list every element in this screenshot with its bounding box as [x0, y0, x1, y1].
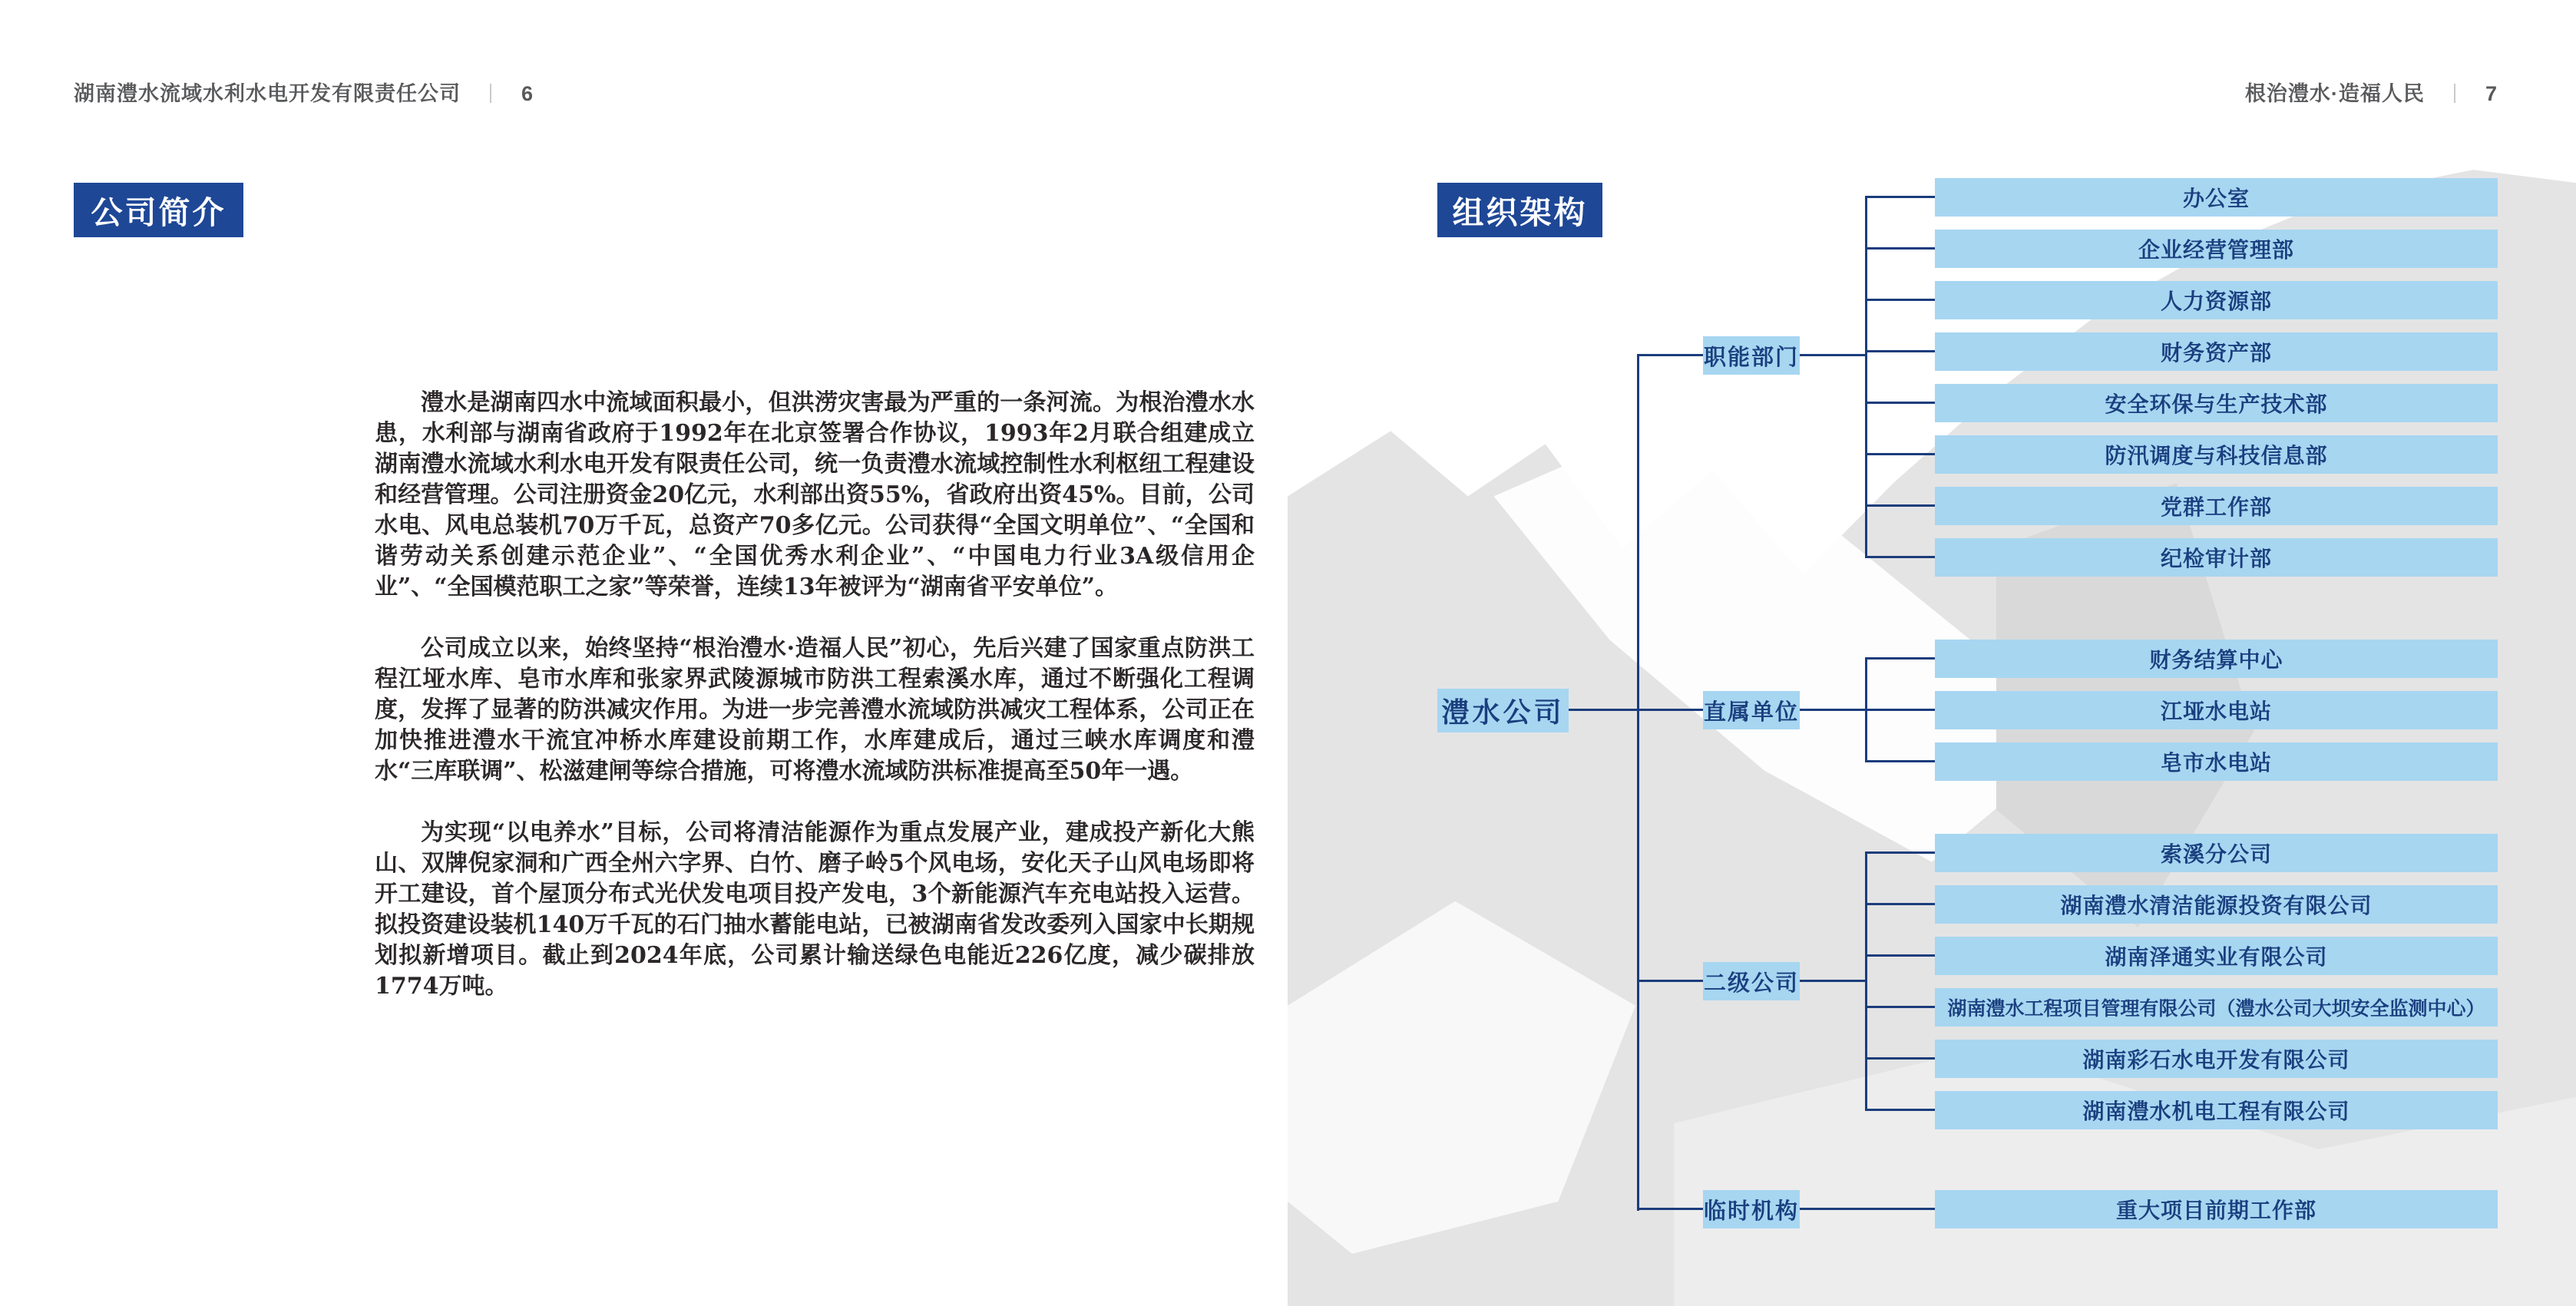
- connector-branch: [1800, 980, 1867, 982]
- header-divider: ｜: [2445, 84, 2465, 105]
- org-node-temp-office: 重大项目前期工作部: [1935, 1190, 2498, 1228]
- org-node-company: 湖南泽通实业有限公司: [1935, 937, 2498, 975]
- org-node-dept: 人力资源部: [1935, 281, 2498, 319]
- connector-branch: [1800, 709, 1867, 711]
- org-node-dept: 纪检审计部: [1935, 538, 2498, 577]
- org-node-company: 湖南澧水机电工程有限公司: [1935, 1091, 2498, 1129]
- org-node-dept: 办公室: [1935, 178, 2498, 217]
- org-node-dept: 防汛调度与科技信息部: [1935, 435, 2498, 474]
- org-node-company: 湖南彩石水电开发有限公司: [1935, 1040, 2498, 1078]
- connector-leaf: [1865, 1057, 1935, 1060]
- section-title-company-intro: 公司简介: [74, 183, 243, 237]
- org-node-root: 澧水公司: [1437, 689, 1569, 732]
- connector-branch: [1800, 1208, 1935, 1210]
- org-node-company: 索溪分公司: [1935, 834, 2498, 872]
- org-node-category-functional-departments: 职能部门: [1703, 336, 1800, 375]
- connector-leaf: [1865, 1109, 1935, 1111]
- org-node-dept: 安全环保与生产技术部: [1935, 384, 2498, 422]
- connector-branch: [1637, 1208, 1703, 1210]
- connector-branch: [1800, 354, 1867, 356]
- connector-leaf: [1865, 453, 1935, 455]
- company-name: 湖南澧水流域水利水电开发有限责任公司: [74, 82, 461, 105]
- org-node-unit: 皂市水电站: [1935, 742, 2498, 781]
- connector-leaf: [1865, 299, 1935, 301]
- connector-leaf: [1865, 760, 1935, 762]
- org-node-dept: 财务资产部: [1935, 332, 2498, 371]
- connector-leaf: [1865, 402, 1935, 404]
- org-node-unit: 财务结算中心: [1935, 640, 2498, 678]
- section-title-org-structure: 组织架构: [1437, 183, 1602, 237]
- connector-leaf: [1865, 903, 1935, 905]
- org-node-dept: 党群工作部: [1935, 487, 2498, 525]
- org-node-dept: 企业经营管理部: [1935, 230, 2498, 268]
- connector-branch: [1637, 354, 1703, 356]
- connector-main-trunk: [1637, 354, 1639, 1211]
- connector-leaf: [1865, 709, 1935, 711]
- connector-leaf: [1865, 851, 1935, 854]
- left-page-number: 6: [521, 82, 534, 105]
- connector-leaf: [1865, 1006, 1935, 1008]
- org-node-category-directly-affiliated-units: 直属单位: [1703, 691, 1800, 729]
- connector-leaf: [1865, 350, 1935, 352]
- connector-leaf: [1865, 196, 1935, 198]
- org-node-category-temporary-bodies: 临时机构: [1703, 1190, 1800, 1228]
- org-node-company: 湖南澧水清洁能源投资有限公司: [1935, 885, 2498, 924]
- paragraph-history: 澧水是湖南四水中流域面积最小，但洪涝灾害最为严重的一条河流。为根治澧水水患，水利部与湖南省政府于1992年在北京签署合作协议，1993年2月联合组建成立湖南澧水流域水利水电开发有限责任公司，统一负责澧水流域控制性水利枢纽工程建设和经营管理。公司注册资金20亿元，水利部出资55%，省政府出资45%。目前，公司水电、风电总装机70万千瓦，总资产70多亿元。公司获得“全国文明单位”、“全国和谐劳动关系创建示范企业”、“全国优秀水利企业”、“中国电力行业3A级信用企业”、“全国模范职工之家”等荣誉，连续13年被评为“湖南省平安单位”。: [375, 389, 1255, 600]
- connector-subtrunk-companies: [1865, 851, 1867, 1111]
- connector-leaf: [1865, 247, 1935, 250]
- connector-leaf: [1865, 504, 1935, 507]
- paragraph-flood-control: 公司成立以来，始终坚持“根治澧水·造福人民”初心，先后兴建了国家重点防洪工程江垭水库、皂市水库和张家界武陵源城市防洪工程索溪水库，通过不断强化工程调度，发挥了显著的防洪减灾作用。为进一步完善澧水流域防洪减灾工程体系，公司正在加快推进澧水干流宜冲桥水库建设前期工作，水库建成后，通过三峡水库调度和澧水“三库联调”、松滋建闸等综合措施，可将澧水流域防洪标准提高至50年一遇。: [375, 635, 1255, 785]
- slogan: 根治澧水·造福人民: [2244, 82, 2425, 105]
- org-node-category-secondary-companies: 二级公司: [1703, 962, 1800, 1000]
- connector-leaf: [1865, 954, 1935, 957]
- connector-leaf: [1865, 657, 1935, 660]
- connector-root-line: [1569, 709, 1703, 711]
- connector-leaf: [1865, 556, 1935, 558]
- right-page-number: 7: [2485, 82, 2498, 105]
- connector-branch: [1637, 980, 1703, 982]
- header-divider: ｜: [481, 84, 501, 105]
- org-node-company: 湖南澧水工程项目管理有限公司（澧水公司大坝安全监测中心）: [1935, 988, 2498, 1027]
- org-node-unit: 江垭水电站: [1935, 691, 2498, 729]
- paragraph-clean-energy: 为实现“以电养水”目标，公司将清洁能源作为重点发展产业，建成投产新化大熊山、双牌倪家洞和广西全州六字界、白竹、磨子岭5个风电场，安化天子山风电场即将开工建设，首个屋顶分布式光伏发电项目投产发电，3个新能源汽车充电站投入运营。拟投资建设装机140万千瓦的石门抽水蓄能电站，已被湖南省发改委列入国家中长期规划拟新增项目。截止到2024年底，公司累计输送绿色电能近226亿度，减少碳排放1774万吨。: [375, 819, 1255, 1000]
